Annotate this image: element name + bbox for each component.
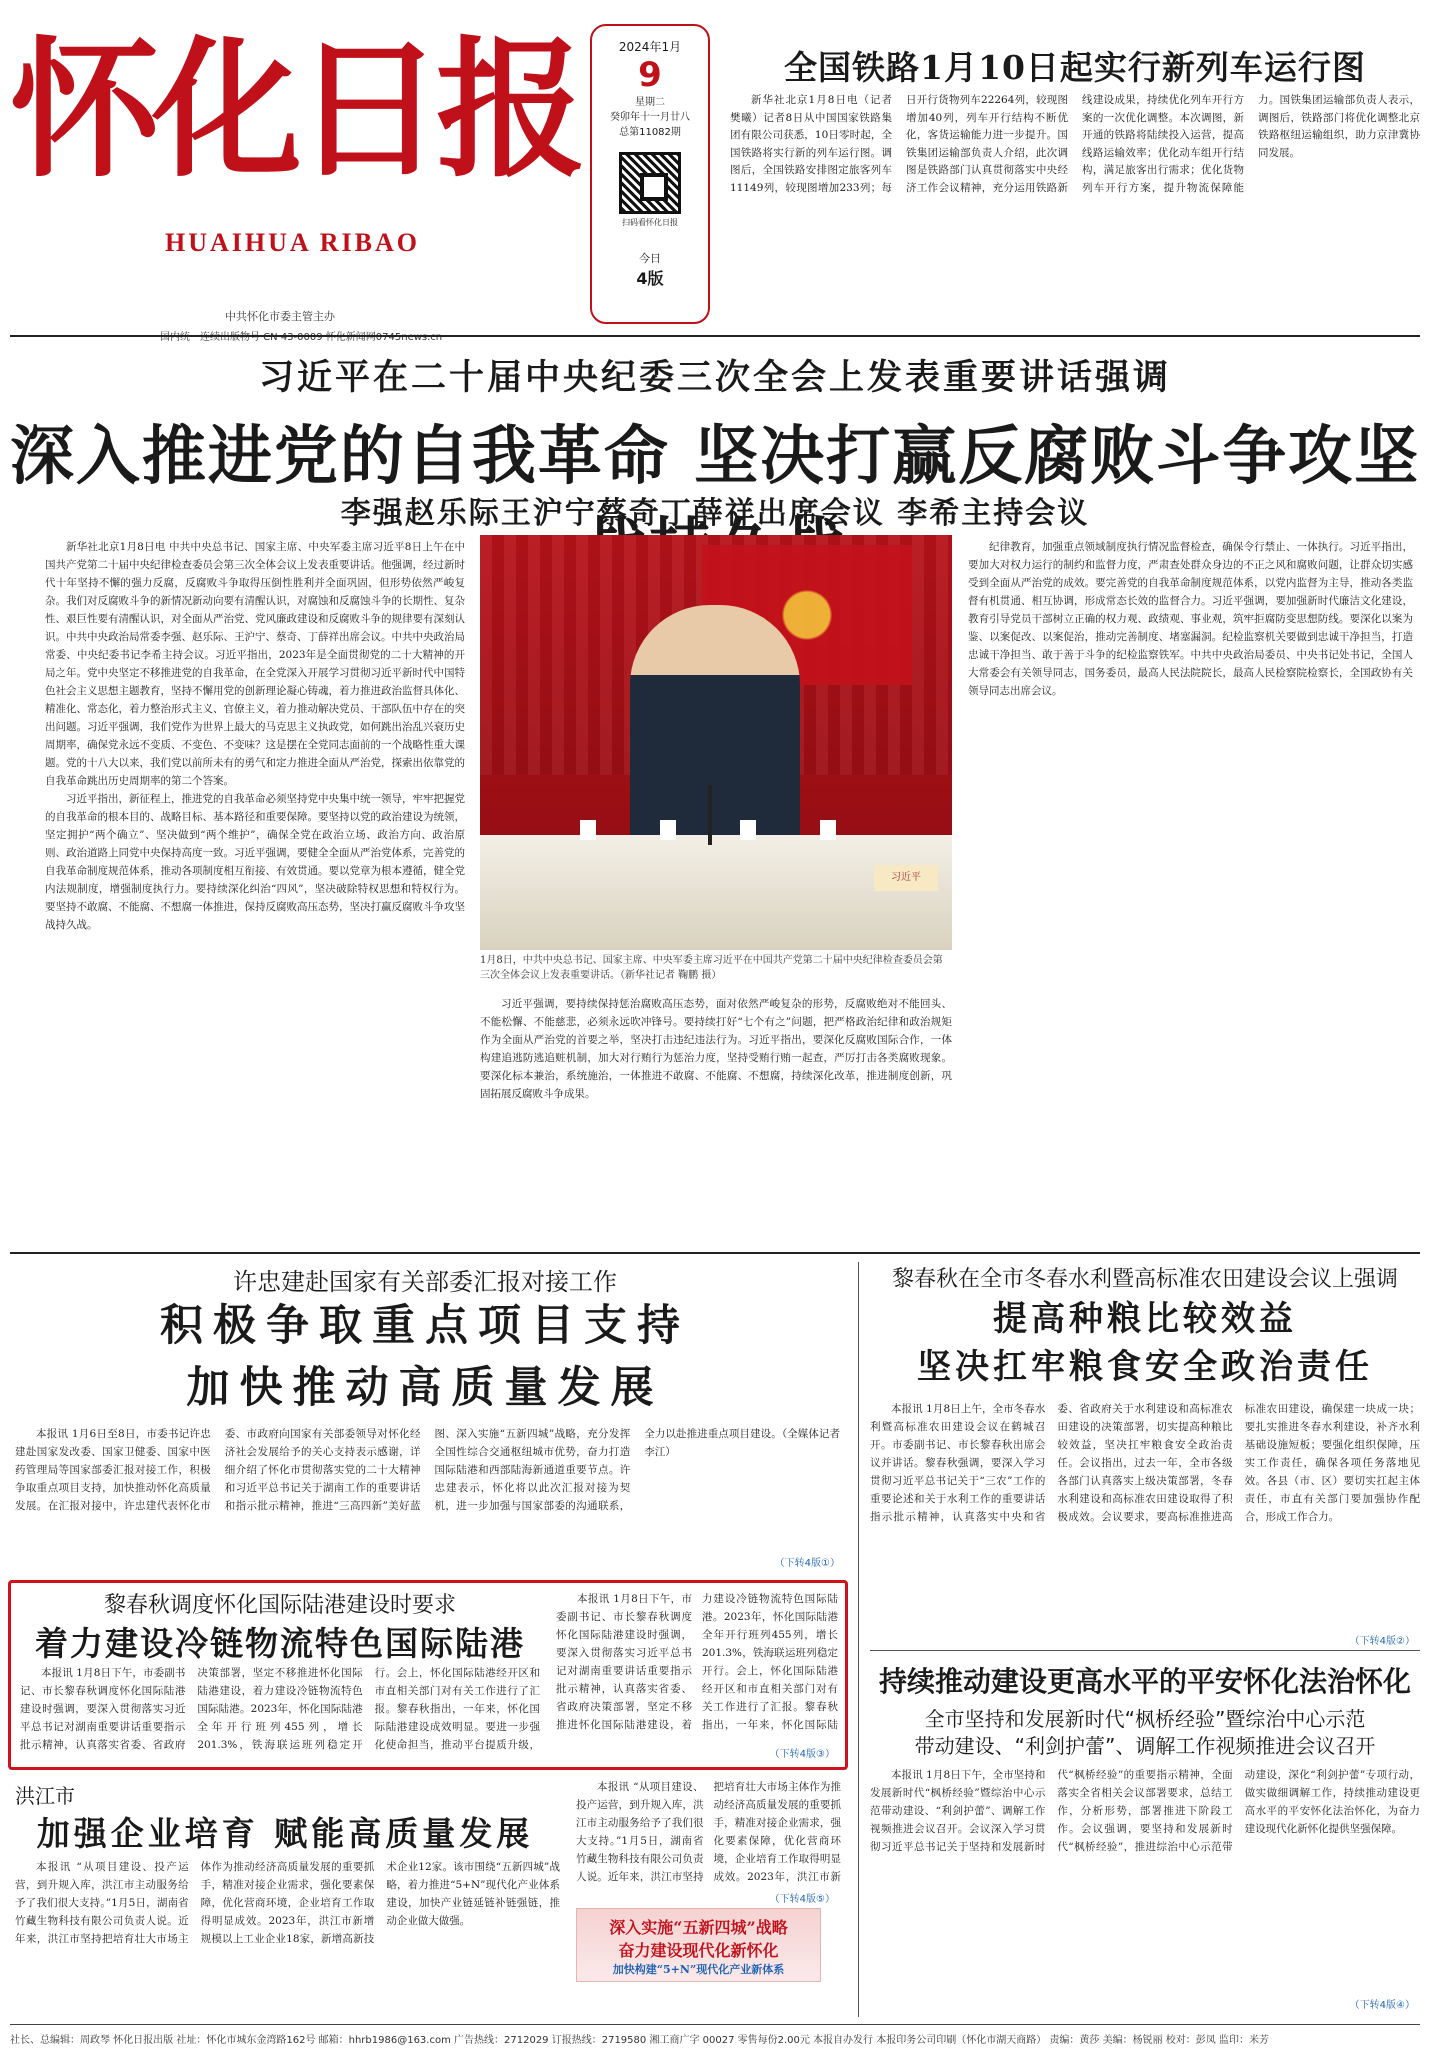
banner-line-3: 加快构建“5+N”现代化产业新体系 (612, 1963, 785, 1976)
port-body-b (556, 1590, 838, 1740)
rail-story-body: 新华社北京1月8日电（记者 樊曦）记者8日从中国国家铁路集团有限公司获悉，10日零时起，全国铁路将实行新的列车运行图。调图后，全国铁路安排图定旅客列车11149列，较现图增加233列；每日开行货物列车22264列，较现图增加40列，列车开行结构不断优化，客货运输能力进一步提升。国铁集团运输部负责人介绍，此次调图是铁路部门认真贯彻落实中央经济工作会议精神，充分运用铁路新线建设成果，持续优化列车开行方案的一次优化调整。本次调图，新开通的铁路将陆续投入运营，提高线路运输效率；优化动车组开行结构，满足旅客出行需求；优化货物列车开行方案，提升物流保障能力。国铁集团运输部负责人表示，调图后，铁路部门将优化调整北京铁路枢纽运输组织，助力京津冀协同发展。 (730, 94, 1420, 194)
page-count (592, 250, 708, 289)
column-rule (858, 1262, 859, 2017)
newspaper-title: 怀化日报 (10, 22, 579, 198)
xu-kicker: 许忠建赴国家有关部委汇报对接工作 (233, 1268, 617, 1296)
law-body (870, 1766, 1420, 1994)
port-body-a (20, 1664, 540, 1764)
lead-column-1 (45, 538, 465, 1245)
microphone-icon (708, 785, 712, 845)
imprint-footer: 社长、总编辑：周政琴 怀化日报出版 社址：怀化市城东金湾路162号 邮箱：hhrb1986@163.com 广告热线：2712029 订报热线：2719580 湘工商广字 00027 零售每份2.00元 本报自办发行 本报印务公司印刷（怀化市湖天商路） 责编：黄莎 美编：杨锐丽 校对：彭凤 监印：米芳 (10, 2024, 1420, 2046)
qr-code-icon[interactable] (619, 152, 681, 214)
law-continued-link[interactable]: （下转4版④） (1349, 2000, 1415, 2011)
xu-headline-2[interactable]: 加快推动高质量发展 (186, 1363, 664, 1413)
li-kicker: 黎春秋在全市冬春水利暨高标准农田建设会议上强调 (891, 1267, 1398, 1292)
podium-desk (480, 835, 952, 950)
masthead-meta (10, 22, 579, 343)
hongjiang-continued-link[interactable]: （下转4版⑤） (769, 1894, 835, 1905)
xu-body (15, 1425, 840, 1550)
li-continued-link[interactable]: （下转4版②） (1349, 1636, 1415, 1647)
hongjiang-headline[interactable]: 加强企业培育 赋能高质量发展 (36, 1814, 534, 1853)
hongjiang-body-continued: 本报讯 “从项目建设、投产运营，到升规入库，洪江市主动服务给予了我们很大支持。”1月5日，湖南省竹藏生物科技有限公司负责人说。近年来，洪江市坚持把培育壮大市场主体作为推动经济高质量发展的重要抓手，精准对接企业需求，强化要素保障，优化营商环境，企业培育工作取得明显成效。2023年，洪江市新 (576, 1781, 841, 1883)
lead-col2-text: 习近平指出，新征程上，推进党的自我革命必须坚持党中央集中统一领导，牢牢把握党的自我革命的根本目的、战略目标、基本路径和重要保障。要坚持以党的政治建设为统领，坚定拥护“两个确立”、坚决做到“两个维护”，确保全党在政治立场、政治方向、政治原则、政治道路上同党中央保持高度一致。习近平强调，要健全全面从严治党体系，完善党的自我革命制度规范体系，推动各项制度相互衔接、有效贯通。要以党章为根本遵循，健全党内法规制度，增强制度执行力。要持续深化纠治“四风”，坚决破除特权思想和特权行为。要坚持不敢腐、不能腐、不想腐一体推进，保持反腐败高压态势，坚决打赢反腐败斗争攻坚战持久战。 (45, 793, 465, 931)
law-headline[interactable]: 持续推动建设更高水平的平安怀化法治怀化 (878, 1665, 1411, 1698)
weekday: 星期二 (635, 97, 665, 108)
law-subhead-2: 带动建设、“利剑护蕾”、调解工作视频推进会议召开 (914, 1734, 1376, 1758)
li-headline-1[interactable]: 提高种粮比较效益 (993, 1299, 1297, 1339)
today-label: 今日 (639, 252, 661, 265)
name-plate: 习近平 (874, 865, 938, 891)
qr-caption: 扫码看怀化日报 (622, 218, 678, 227)
hongjiang-body (15, 1858, 560, 2018)
publication-info: 国内统一连续出版物号 CN 43-0009 怀化新闻网0745news.cn (160, 332, 443, 343)
date-box (590, 24, 710, 324)
hongjiang-body-text: 本报讯 “从项目建设、投产运营，到升规入库，洪江市主动服务给予了我们很大支持。”1月5日，湖南省竹藏生物科技有限公司负责人说。近年来，洪江市坚持把培育壮大市场主体作为推动经济高质量发展的重要抓手，精准对接企业需求，强化要素保障，优化营商环境，企业培育工作取得明显成效。2023年，洪江市新增规模以上工业企业18家，新增高新技术企业12家。该市围绕“五新四城”战略，着力推进“5+N”现代化产业体系建设，加快产业链延链补链强链，推动企业做大做强。 (15, 1861, 560, 1945)
port-body-text: 本报讯 1月8日下午，市委副书记、市长黎春秋调度怀化国际陆港建设时强调，要深入贯彻落实习近平总书记对湖南重要讲话重要指示批示精神，认真落实省委、省政府决策部署，坚定不移推进怀化国际陆港建设，着力建设冷链物流特色国际陆港。2023年，怀化国际陆港全年开行班列455列，增长201.3%，铁海联运班列稳定开行。会上，怀化国际陆港经开区和市直相关部门对有关工作进行了汇报。黎春秋指出，一年来，怀化国际陆港建设成效明显。要进一步强化使命担当，推动平台提质升级， (20, 1667, 540, 1751)
banner-line-2: 奋力建设现代化新怀化 (618, 1941, 779, 1960)
hongjiang-body-b (576, 1778, 841, 1886)
li-body (870, 1400, 1420, 1628)
banner-line-1: 深入实施“五新四城”战略 (609, 1918, 788, 1937)
li-body-text: 本报讯 1月8日上午，全市冬春水利暨高标准农田建设会议在鹤城召开。市委副书记、市长黎春秋出席会议并讲话。黎春秋强调，要深入学习贯彻习近平总书记关于“三农”工作的重要论述和关于水利工作的重要讲话指示批示精神，认真落实中央和省委、省政府关于水利建设和高标准农田建设的决策部署，切实提高种粮比较效益，坚决扛牢粮食安全政治责任。会议指出，过去一年，全市各级各部门认真落实上级决策部署，冬春水利建设和高标准农田建设取得了积极成效。会议要求，要高标准推进高标准农田建设，确保建一块成一块；要扎实推进冬春水利建设，补齐水利基础设施短板；要强化组织保障，压实工作责任，确保各项任务落地见效。各县（市、区）要切实扛起主体责任，市直有关部门要加强协作配合，形成工作合力。 (870, 1403, 1420, 1523)
port-body-continued: 本报讯 1月8日下午，市委副书记、市长黎春秋调度怀化国际陆港建设时强调，要深入贯彻落实习近平总书记对湖南重要讲话重要指示批示精神，认真落实省委、省政府决策部署，坚定不移推进怀化国际陆港建设，着力建设冷链物流特色国际陆港。2023年，怀化国际陆港全年开行班列455列，增长201.3%，铁海联运班列稳定开行。会上，怀化国际陆港经开区和市直相关部门对有关工作进行了汇报。黎春秋指出，一年来，怀化国际陆 (556, 1593, 838, 1731)
photo-caption: 1月8日，中共中央总书记、国家主席、中央军委主席习近平在中国共产党第二十届中央纪律检查委员会第三次全体会议上发表重要讲话。（新华社记者 鞠鹏 摄） (480, 955, 943, 981)
law-subhead-1: 全市坚持和发展新时代“枫桥经验”暨综治中心示范 (924, 1707, 1366, 1731)
port-headline[interactable]: 着力建设冷链物流特色国际陆港 (35, 1624, 525, 1663)
lead-subhead: 李强赵乐际王沪宁蔡奇丁薛祥出席会议 李希主持会议 (340, 496, 1090, 531)
speaker-figure (630, 605, 800, 855)
lead-kicker: 习近平在二十届中央纪委三次全会上发表重要讲话强调 (258, 358, 1171, 398)
lead-col3-text: 纪律教育，加强重点领域制度执行情况监督检查，确保令行禁止、一体执行。习近平指出，要加大对权力运行的制约和监督力度，严肃查处群众身边的不正之风和腐败问题，让群众切实感受到全面从严治党的成效。要完善党的自我革命制度规范体系，以党内监督为主导，推动各类监督有机贯通、相互协调，形成常态长效的监督合力。习近平强调，要加强新时代廉洁文化建设，教育引导党员干部树立正确的权力观、政绩观、事业观，筑牢拒腐防变思想防线。要深化以案为鉴、以案促改、以案促治，推动完善制度、堵塞漏洞。纪检监察机关要做到忠诚干净担当，打造忠诚干净担当、敢于善于斗争的纪检监察铁军。中共中央政治局委员、中央书记处书记，全国人大常委会有关领导同志，国务委员，最高人民法院院长，最高人民检察院检察长，全国政协有关领导同志出席会议。 (968, 541, 1413, 697)
newspaper-pinyin: HUAIHUA RIBAO (165, 228, 420, 257)
lead-photo (480, 535, 952, 950)
hongjiang-label: 洪江市 (15, 1784, 75, 1808)
lead-bottom-text: 习近平强调，要持续保持惩治腐败高压态势，面对依然严峻复杂的形势，反腐败绝对不能回头、不能松懈、不能慈悲，必须永远吹冲锋号。要持续打好“七个有之”问题，把严格政治纪律和政治规矩作为全面从严治党的首要之举，坚决打击违纪违法行为。习近平指出，要深化反腐败国际合作，一体构建追逃防逃追赃机制，加大对行贿行为惩治力度，坚持受贿行贿一起查，严厉打击各类腐败现象。要深化标本兼治，系统施治，一体推进不敢腐、不能腐、不想腐，持续深化改革，推进制度创新，巩固拓展反腐败斗争成果。 (480, 998, 952, 1100)
xu-body-text: 本报讯 1月6日至8日，市委书记许忠建赴国家发改委、国家卫健委、国家中医药管理局等国家部委汇报对接工作，积极争取重点项目支持，加快推动怀化高质量发展。在汇报对接中，许忠建代表怀化市委、市政府向国家有关部委领导对怀化经济社会发展给予的关心支持表示感谢，详细介绍了怀化市贯彻落实党的二十大精神和习近平总书记关于湖南工作的重要讲话和指示批示精神，推进“三高四新”美好蓝图、深入实施“五新四城”战略，充分发挥全国性综合交通枢纽城市优势，奋力打造国际陆港和西部陆海新通道重要节点。许忠建表示，怀化将以此次汇报对接为契机，进一步加强与国家部委的沟通联系，全力以赴推进重点项目建设。（全媒体记者 李江） (15, 1428, 840, 1512)
lead-headline[interactable]: 深入推进党的自我革命 坚决打赢反腐败斗争攻坚 (9, 420, 1421, 494)
divider (870, 1650, 1420, 1651)
li-headline-2[interactable]: 坚决扛牢粮食安全政治责任 (917, 1347, 1373, 1387)
organizer-line: 中共怀化市委主管主办 (225, 310, 335, 323)
port-kicker: 黎春秋调度怀化国际陆港建设时要求 (103, 1593, 456, 1618)
tea-cups (540, 820, 900, 840)
divider (10, 335, 1420, 337)
xu-continued-link[interactable]: （下转4版①） (774, 1558, 840, 1569)
pages-value: 4版 (636, 269, 664, 288)
port-continued-link[interactable]: （下转4版③） (769, 1749, 835, 1760)
day-number: 9 (638, 55, 662, 95)
lead-col1-text: 新华社北京1月8日电 中共中央总书记、国家主席、中央军委主席习近平8日上午在中国共产党第二十届中央纪律检查委员会第三次全体会议上发表重要讲话。他强调，经过新时代十年坚持不懈的强力反腐，反腐败斗争取得压倒性胜利并全面巩固，但形势依然严峻复杂。我们对反腐败斗争的新情况新动向要有清醒认识，对腐蚀和反腐蚀斗争的长期性、复杂性、艰巨性要有清醒认识，对全面从严治党、党风廉政建设和反腐败斗争的规律要有深刻认识。中共中央政治局常委李强、赵乐际、王沪宁、蔡奇、丁薛祥出席会议。中共中央政治局常委、中央纪委书记李希主持会议。习近平指出，2023年是全面贯彻党的二十大精神的开局之年。党中央坚定不移推进党的自我革命，在全党深入开展学习贯彻习近平新时代中国特色社会主义思想主题教育，坚持不懈用党的创新理论凝心铸魂，着力推进政治监督具体化、精准化、常态化，着力整治形式主义、官僚主义，着力推动解决党员、干部队伍中存在的突出问题。习近平强调，我们党作为世界上最大的马克思主义执政党，如何跳出治乱兴衰历史周期率，确保党永远不变质、不变色、不变味？这是摆在全党同志面前的一个战略性重大课题。党的十八大以来，我们党以前所未有的勇气和定力推进全面从严治党，探索出依靠党的自我革命跳出历史周期率的第二个答案。 (45, 541, 465, 787)
lunar-date: 癸卯年十一月廿八 (610, 112, 690, 123)
xu-headline-1[interactable]: 积极争取重点项目支持 (160, 1301, 690, 1351)
issue-number: 总第11082期 (619, 127, 681, 138)
rail-story-headline[interactable]: 全国铁路1月10日起实行新列车运行图 (784, 48, 1366, 87)
lead-column-bottom (480, 995, 952, 1245)
slogan-banner (576, 1908, 821, 1982)
law-body-text: 本报讯 1月8日下午，全市坚持和发展新时代“枫桥经验”暨综治中心示范带动建设、“利剑护蕾”、调解工作视频推进会议召开。会议深入学习贯彻习近平总书记关于坚持和发展新时代“枫桥经验”的重要指示精神，全面落实全省相关会议部署要求，总结工作，分析形势，部署推进下阶段工作。会议强调，要坚持和发展新时代“枫桥经验”，推进综治中心示范带动建设，深化“利剑护蕾”专项行动，做实做细调解工作，持续推动建设更高水平的平安怀化法治怀化，为奋力建设现代化新怀化提供坚强保障。 (870, 1769, 1420, 1853)
lead-column-3 (968, 538, 1413, 1245)
divider (10, 1252, 1420, 1254)
year-month: 2024年1月 (618, 40, 682, 54)
